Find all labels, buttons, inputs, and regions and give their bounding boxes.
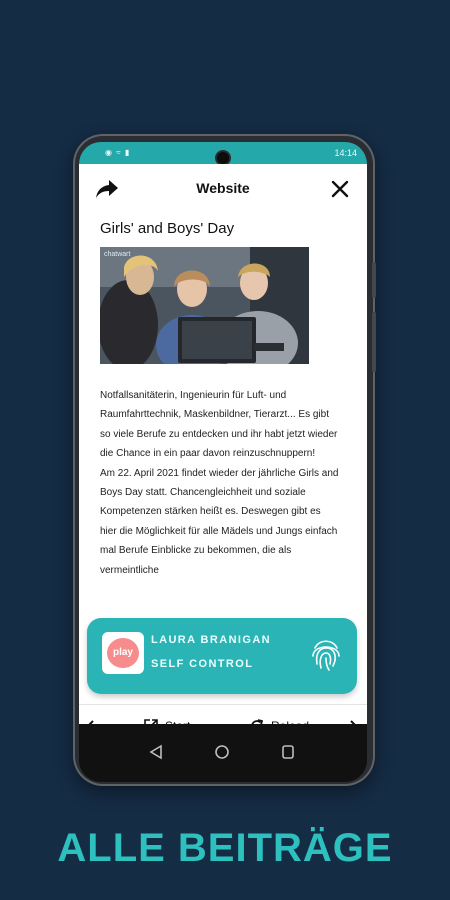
article-title: Girls' and Boys' Day (100, 220, 235, 237)
promo-banner: ALLE BEITRÄGE (57, 826, 393, 870)
article-paragraph: Notfallsanitäterin, Ingenieurin für Luft- und Raumfahrttechnik, Maskenbildner, Tierarzt... Es gibt so viele Berufe zu entdecken und ihr habt jetzt wieder die Chance in ein paar davon reinzuschnuppern! (100, 390, 338, 460)
article-image (100, 247, 309, 364)
recents-square-icon[interactable] (281, 744, 295, 760)
player-artist: LAURA BRANIGAN (151, 634, 272, 646)
status-icons: ◉ ≈ ▮ (105, 148, 131, 157)
header (79, 164, 367, 214)
app-content (79, 164, 367, 724)
status-time: 14:14 (334, 148, 357, 158)
fingerprint-icon[interactable] (309, 636, 343, 672)
header-title: Website (196, 180, 250, 196)
player-track: SELF CONTROL (151, 658, 254, 670)
article-paragraph: Am 22. April 2021 findet wieder der jährliche Girls and Boys Day statt. Chancengleichheit und soziale Kompetenzen stärken heißt es. Deswegen gibt es hier die Möglichkeit für alle Mädels und Jungs einfach mal Berufe Einblicke zu bekommen, die als vermeintliche (100, 467, 339, 576)
photo-watermark: chatwart (104, 251, 131, 258)
article-photo-illustration (100, 247, 309, 364)
station-logo-badge: play (107, 638, 139, 668)
android-navigation-bar (79, 724, 367, 782)
station-logo (102, 632, 144, 674)
close-icon[interactable] (329, 178, 351, 200)
article-body (100, 386, 340, 580)
phone-screen (79, 142, 367, 782)
back-triangle-icon[interactable] (149, 744, 163, 760)
front-camera (217, 152, 229, 164)
volume-button (372, 262, 376, 298)
now-playing-card[interactable] (87, 618, 357, 694)
home-circle-icon[interactable] (214, 744, 230, 760)
power-button (372, 312, 376, 372)
